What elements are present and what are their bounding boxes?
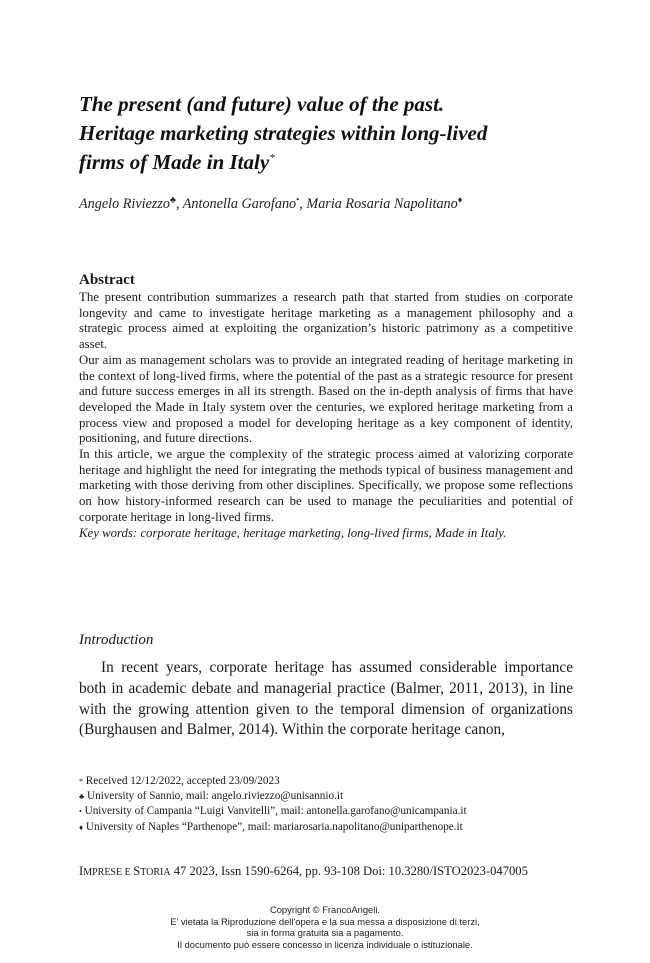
- journal-citation: [79, 864, 573, 879]
- copyright-line: Il documento può essere concesso in licenza individuale o istituzionale.: [177, 938, 473, 950]
- footnote: [79, 804, 573, 819]
- copyright-line: sia in forma gratuita sia a pagamento.: [246, 927, 404, 939]
- abstract-paragraph: Our aim as management scholars was to provide an integrated reading of heritage marketing in the context of long-lived firms, where the potential of the past as a strategic resource for present and future success emerges in all its strength. Based on the in-depth analysis of firms that have developed the Made in Italy system over the centuries, we explored heritage marketing from a process view and proposed a model for developing heritage as a key component of identity, positioning, and future directions.: [79, 352, 573, 446]
- journal-details: 47 2023, Issn 1590-6264, pp. 93-108 Doi: 10.3280/ISTO2023-047005: [170, 864, 528, 878]
- title-line: Heritage marketing strategies within long-lived: [79, 121, 488, 145]
- footnotes: [79, 774, 573, 835]
- title-line: The present (and future) value of the past.: [79, 92, 445, 116]
- author-mark: •: [296, 194, 300, 205]
- author-mark: ♦: [457, 194, 463, 205]
- copyright-notice: [0, 904, 650, 950]
- title-footnote-mark: *: [269, 152, 275, 164]
- copyright-line: E' vietata la Riproduzione dell'opera e la sua messa a disposizione di terzi,: [170, 915, 480, 927]
- copyright-line: Copyright © FrancoAngeli.: [269, 904, 381, 915]
- abstract-paragraph: The present contribution summarizes a research path that started from studies on corporate longevity and came to investigate heritage marketing as a management philosophy and a strategic process aimed at exploiting the organization’s historic patrimony as a competitive asset.: [79, 290, 573, 352]
- abstract-body: [79, 290, 573, 541]
- title-line-text: firms of Made in Italy: [79, 150, 270, 174]
- footnote-mark: ♦: [79, 822, 84, 832]
- journal-name-part: MPRESE E: [83, 867, 134, 878]
- journal-name-part: TORIA: [140, 867, 171, 878]
- footnote-text: Received 12/12/2022, accepted 23/09/2023: [85, 775, 280, 787]
- keywords: Key words: corporate heritage, heritage marketing, long-lived firms, Made in Italy.: [79, 525, 507, 540]
- title-line: [79, 148, 579, 177]
- footnote-text: University of Campania “Luigi Vanvitelli”, mail: antonella.garofano@unicampania.it: [84, 805, 467, 818]
- journal-name-initial: I: [79, 864, 84, 878]
- abstract-paragraph: In this article, we argue the complexity of the strategic process aimed at valorizing corporate heritage and highlight the need for integrating the methods typical of business management and marketing with those deriving from other disciplines. Specifically, we propose some reflections on how history-informed research can be used to manage the peculiarities and potential of corporate heritage in long-lived firms.: [79, 447, 573, 524]
- introduction-heading: Introduction: [79, 632, 154, 648]
- journal-name-initial: S: [133, 864, 141, 878]
- footnote-mark: ♣: [79, 792, 85, 802]
- footnote: [79, 820, 573, 835]
- author-mark: ♣: [170, 194, 176, 205]
- author-name: Angelo Riviezzo: [79, 196, 171, 212]
- author-list: Angelo Riviezzo♣, Antonella Garofano•, Maria Rosaria Napolitano♦: [79, 194, 463, 212]
- abstract-heading: Abstract: [79, 272, 135, 288]
- article-title: [79, 90, 579, 177]
- footnote-mark: •: [79, 807, 82, 817]
- footnote: [79, 789, 573, 804]
- footnote-text: University of Sannio, mail: angelo.riviezzo@unisannio.it: [87, 790, 344, 803]
- introduction-paragraph: In recent years, corporate heritage has assumed considerable importance both in academic debate and managerial practice (Balmer, 2011, 2013), in line with the growing attention given to the temporal dimension of organizations (Burghausen and Balmer, 2014). Within the corporate heritage canon,: [79, 659, 573, 739]
- footnote-text: University of Naples “Parthenope”, mail: mariarosaria.napolitano@uniparthenope.it: [85, 820, 463, 833]
- author-name: Maria Rosaria Napolitano: [306, 196, 458, 212]
- footnote-mark: *: [79, 777, 83, 786]
- footnote: [79, 774, 573, 789]
- author-name: Antonella Garofano: [182, 196, 297, 212]
